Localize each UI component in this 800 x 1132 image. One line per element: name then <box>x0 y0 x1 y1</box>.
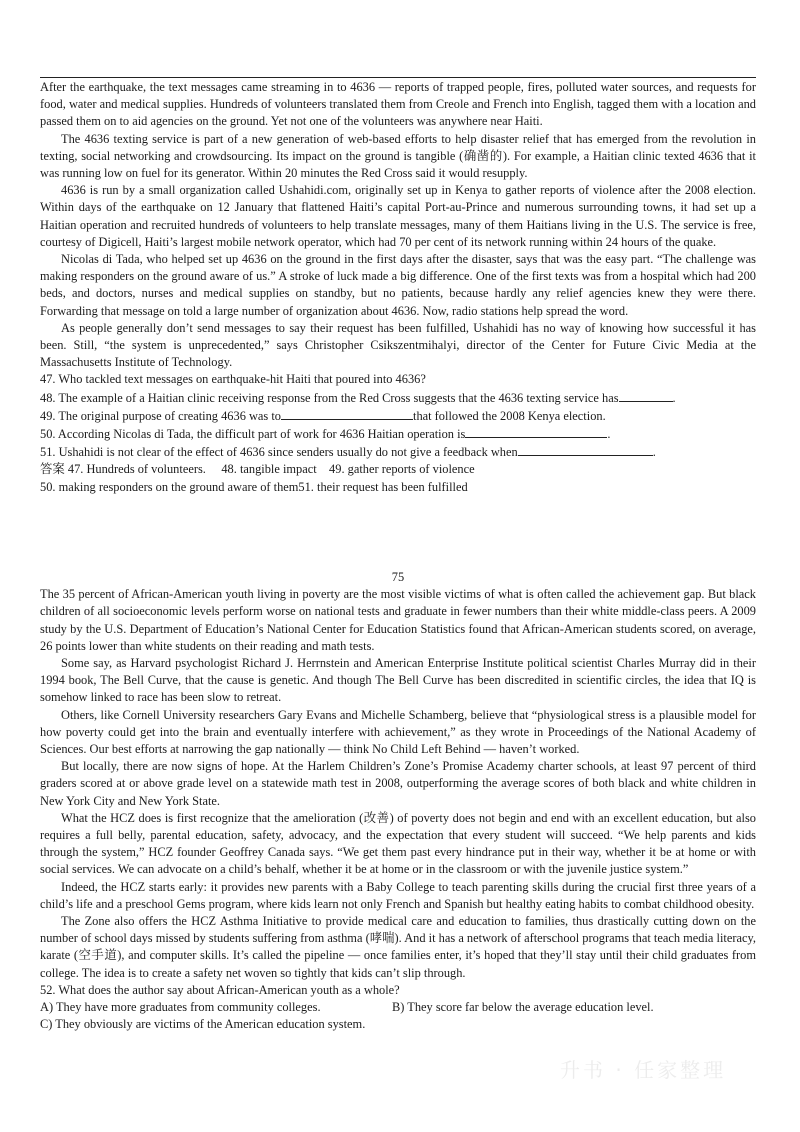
answer-key: 答案 47. Hundreds of volunteers. 48. tangible impact 49. gather reports of violence <box>40 462 475 477</box>
passage-haiti <box>40 79 756 496</box>
option-b: B) They score far below the average education level. <box>392 1000 654 1015</box>
page-number: 75 <box>391 570 405 584</box>
answer-key: 50. making responders on the ground aware of them51. their request has been fulfilled <box>40 479 468 494</box>
paragraph: Indeed, the HCZ starts early: it provides new parents with a Baby College to teach parenting skills during the crucial first three years of a child’s life and a preschool Gems program, where kids learn not only French and Spanish but healthy eating habits to combat childhood obesity. <box>40 879 756 911</box>
answer-blank <box>281 407 413 420</box>
paragraph: As people generally don’t send messages to say their request has been fulfilled, Ushahidi has no way of knowing how successful it has been. Still, “the system is unprecedented,” says Christopher Csikszentmihalyi, director of the Center for Future Civic Media at the Massachusetts Institute of Technology. <box>40 320 756 370</box>
paragraph: The Zone also offers the HCZ Asthma Initiative to provide medical care and education to families, thus drastically cutting down on the number of school days missed by students suffering from asthma (哮喘). And it has a network of afterschool programs that teach media literacy, karate (空手道), and computer skills. It’s called the pipeline — once families enter, it’s hoped that they’ll stay until their child graduates from college. The idea is to create a safety net woven so tightly that kids can’t slip through. <box>40 914 756 980</box>
answer-blank <box>619 389 673 402</box>
paragraph: Nicolas di Tada, who helped set up 4636 on the ground in the first days after the disaster, says that was the easy part. “The challenge was making responders on the ground aware of us.” A stroke of luck made a big difference. One of the first texts was from a hospital which had 200 beds, and doctors, nurses and medical supplies on standby, but no patients, because hardly any relief agencies knew they were there. Forwarding that message on told a large number of organization about 4636. Now, radio stations help spread the word. <box>40 252 756 318</box>
paragraph: Some say, as Harvard psychologist Richard J. Herrnstein and American Enterprise Institute political scientist Charles Murray did in their 1994 book, The Bell Curve, that the cause is genetic. And though The Bell Curve has been discredited in scientific circles, the idea that IQ is somehow linked to race has been slow to retreat. <box>40 656 756 705</box>
question-50: 50. According Nicolas di Tada, the difficult part of work for 4636 Haitian operation is . <box>40 427 611 442</box>
question-51: 51. Ushahidi is not clear of the effect of 4636 since senders usually do not give a feedback when . <box>40 445 656 460</box>
paragraph: The 4636 texting service is part of a new generation of web-based efforts to help disaster relief that has emerged from the revolution in texting, social networking and crowdsourcing. Its impact on the ground is tangible (确凿的). For example, a Haitian clinic texted 4636 that it was running low on fuel for its generator. Within 20 minutes the Red Cross said it would resupply. <box>40 131 756 181</box>
option-a: A) They have more graduates from community colleges. <box>40 1000 321 1015</box>
question-48: 48. The example of a Haitian clinic receiving response from the Red Cross suggests that the 4636 texting service has . <box>40 390 676 405</box>
paragraph: Others, like Cornell University researchers Gary Evans and Michelle Schamberg, believe that “physiological stress is a plausible model for how poverty could get into the brain and eventually interfere with achievement,” as they wrote in Proceedings of the National Academy of Sciences. Our best efforts at narrowing the gap nationally — think No Child Left Behind — haven’t worked. <box>40 707 756 757</box>
question-text: 49. The original purpose of creating 4636 was to <box>40 408 281 423</box>
question-text: 48. The example of a Haitian clinic receiving response from the Red Cross suggests that the 4636 texting service has <box>40 390 619 405</box>
question-49: 49. The original purpose of creating 4636 was to that followed the 2008 Kenya election. <box>40 408 606 423</box>
options-row <box>40 999 756 1016</box>
paragraph: The 35 percent of African-American youth living in poverty are the most visible victims of what is often called the achievement gap. But black children of all socioeconomic levels perform worse on national tests and graduate in fewer numbers than their white middle-class peers. A 2009 study by the U.S. Department of Education’s National Center for Education Statistics found that African-American students scored, on average, 26 points lower than white students on their reading and math tests. <box>40 587 756 653</box>
question-52: 52. What does the author say about African-American youth as a whole? <box>40 982 400 997</box>
question-47: 47. Who tackled text messages on earthquake-hit Haiti that poured into 4636? <box>40 372 426 387</box>
option-c: C) They obviously are victims of the American education system. <box>40 1017 366 1032</box>
paragraph: 4636 is run by a small organization called Ushahidi.com, originally set up in Kenya to gather reports of violence after the 2008 election. Within days of the earthquake on 12 January that flattened Haiti’s capital Port-au-Prince and numerous surrounding towns, it had set up a Haitian operation and recruited hundreds of volunteers to help translate messages, many of them Haitians living in the U.S. The service is free, courtesy of Digicell, Haiti’s largest mobile network operator, which had 70 per cent of its network running within 24 hours of the quake. <box>40 183 756 249</box>
answer-blank <box>518 443 653 456</box>
top-rule <box>40 77 756 78</box>
passage-achievement-gap <box>40 567 756 1033</box>
paragraph: After the earthquake, the text messages came streaming in to 4636 — reports of trapped people, fires, polluted water sources, and requests for food, water and medical supplies. Hundreds of volunteers translated them from Creole and French into English, tagged them with a location and passed them on to aid agencies on the ground. Yet not one of the volunteers was anywhere near Haiti. <box>40 80 756 129</box>
answer-blank <box>465 425 607 438</box>
question-text: 50. According Nicolas di Tada, the difficult part of work for 4636 Haitian operation is <box>40 427 466 442</box>
paragraph: What the HCZ does is first recognize that the amelioration (改善) of poverty does not begin and end with an excellent education, but also requires a full belly, parental education, safety, advocacy, and the expectation that every student will succeed. “We help parents and kids through the system,” HCZ founder Geoffrey Canada says. “We get them past every hindrance put in their way, whether it be at home or with social services. We can advocate on a child’s behalf, whether it be at home or in the classroom or with the juvenile justice system.” <box>40 810 756 877</box>
question-text: 51. Ushahidi is not clear of the effect of 4636 since senders usually do not give a feedback when <box>40 445 518 460</box>
watermark: 升书 · 任家整理 <box>560 1058 727 1082</box>
paragraph: But locally, there are now signs of hope. At the Harlem Children’s Zone’s Promise Academy charter schools, at least 97 percent of third graders scored at or above grade level on a statewide math test in 2008, outperforming the average scores of both black and white children in New York City and New York State. <box>40 759 756 808</box>
